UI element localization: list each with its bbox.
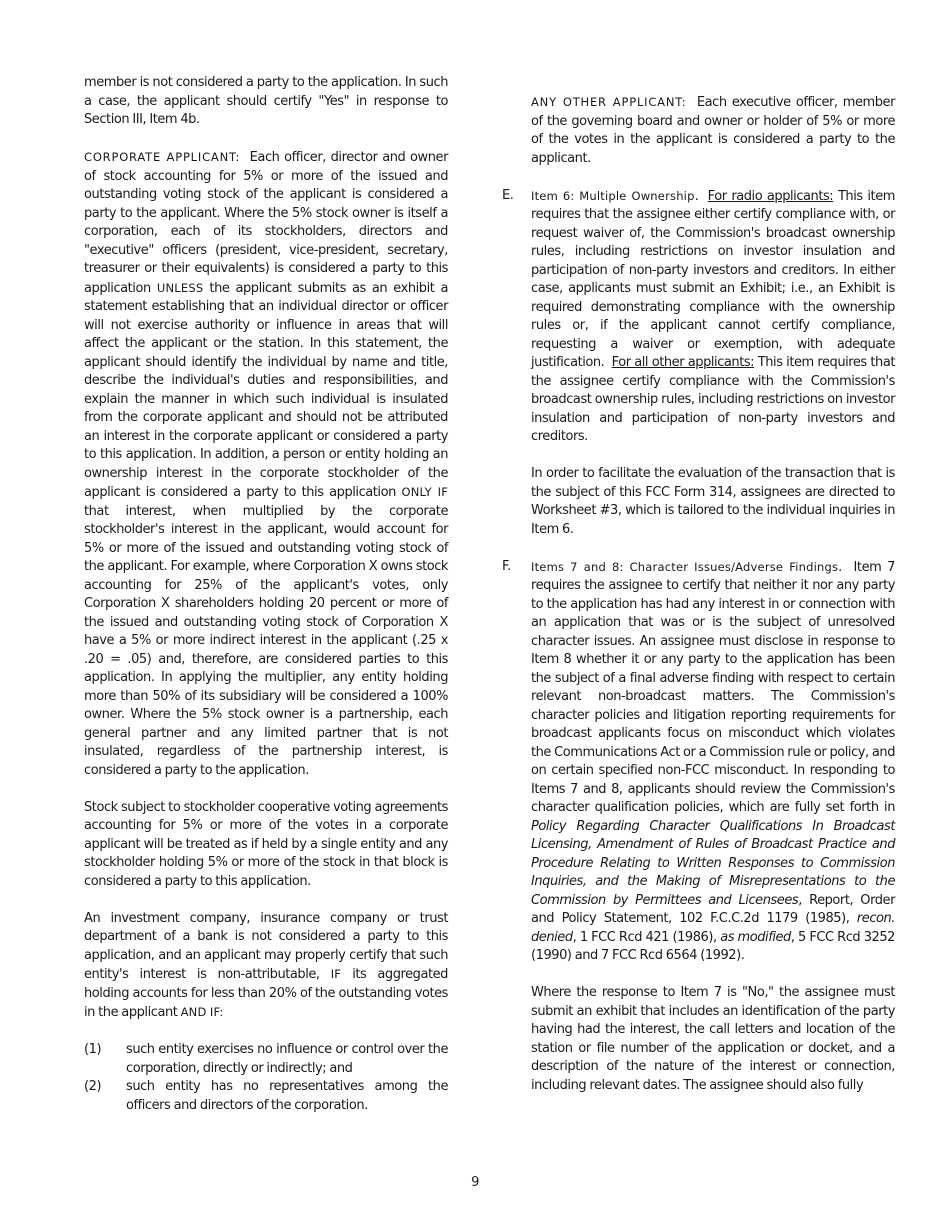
section-e-worksheet-paragraph: In order to facilitate the evaluation of the transaction that is the subject of this FCC Form 314, assignees are directed to Worksheet #3, which is tailored to the individual inquiries in Item 6. bbox=[531, 466, 895, 537]
policy-citation-title: Policy Regarding Character Qualifications In Broadcast Licensing, Amendment of Rules of Broadcast Practice and Procedure Relating to Written Responses to Commission Inquiries, and the Making of Misrepresentations to the Commission by Permittees and Licensees bbox=[531, 818, 895, 908]
section-f-exhibit-paragraph: Where the response to Item 7 is "No," the assignee must submit an exhibit that includes an identification of the party having had the interest, the call letters and location of the station or file number of the application or docket, and a description of the nature of the interest or connection, including relevant dates. The assignee should also fully bbox=[531, 985, 895, 1093]
section-f-paragraph: Items 7 and 8: Character Issues/Adverse Findings. Item 7 requires the assignee to certify that neither it nor any party to the application has had any interest in or connection with an application that was or is the subject of unresolved character issues. An assignee must disclose in response to Item 8 whether it or any party to the application has been the subject of a final adverse finding with respect to certain relevant non-broadcast matters. The Commission's character policies and litigation reporting requirements for broadcast applicants focus on misconduct which violates the Communications Act or a Commission rule or policy, and on certain specified non-FCC misconduct. In responding to Items 7 and 8, applicants should review the Commission's character qualification policies, which are fully set forth in Policy Regarding Character Qualifications In Broadcast Licensing, Amendment of Rules of Broadcast Practice and Procedure Relating to Written Responses to Commission Inquiries, and the Making of Misrepresentations to the Commission by Permittees and Licensees, Report, Order and Policy Statement, 102 F.C.C.2d 1179 (1985), recon. denied, 1 FCC Rcd 421 (1986), as modified, 5 FCC Rcd 3252 (1990) and 7 FCC Rcd 6564 (1992). bbox=[531, 559, 896, 963]
other-applicant-label: ANY OTHER APPLICANT: bbox=[531, 95, 687, 109]
list-text: such entity has no representatives among the officers and directors of the corporation. bbox=[126, 1079, 448, 1113]
other-applicants-label: For all other applicants: bbox=[611, 355, 755, 370]
corporate-applicant-paragraph: CORPORATE APPLICANT: Each officer, director and owner of stock accounting for 5% or more of the issued and outstanding voting stock of the applicant is considered a party to the applicant. Where the 5% stock owner is itself a corporation, each of its stockholders, directors and "executive" officers (president, vice-president, secretary, treasurer or their equivalents) is considered a party to this application UNLESS the applicant submits as an exhibit a statement establishing that an individual director or officer will not exercise authority or influence in areas that will affect the applicant or the station. In this statement, the applicant should identify the individual by name and title, describe the individual's duties and responsibilities, and explain the manner in which such individual is insulated from the corporate applicant and should not be attributed an interest in the corporate applicant or considered a party to this application. In addition, a person or entity holding an ownership interest in the corporate stockholder of the applicant is considered a party to this application ONLY IF that interest, when multiplied by the corporate stockholder's interest in the applicant, would account for 5% or more of the issued and outstanding voting stock of the applicant. For example, where Corporation X owns stock accounting for 25% of the applicant's votes, only Corporation X shareholders holding 20 percent or more of the issued and outstanding voting stock of Corporation X have a 5% or more indirect interest in the applicant (.25 x .20 = .05) and, therefore, are considered parties to this application. In applying the multiplier, any entity holding more than 50% of its subsidiary will be considered a 100% owner. Where the 5% stock owner is a partnership, each general partner and any limited partner that is not insulated, regardless of the partnership interest, is considered a party to the application. bbox=[84, 150, 449, 778]
if-keyword: IF bbox=[330, 967, 342, 981]
other-applicant-paragraph: ANY OTHER APPLICANT: Each executive officer, member of the governing board and owner or holder of 5% or more of the votes in the applicant is considered a party to the applicant. bbox=[531, 95, 895, 166]
corporate-applicant-label: CORPORATE APPLICANT: bbox=[84, 150, 241, 164]
list-item bbox=[84, 1078, 448, 1115]
list-text: such entity exercises no influence or control over the corporation, directly or indirectly; and bbox=[126, 1042, 448, 1076]
section-e-heading: Item 6: Multiple Ownership bbox=[531, 188, 695, 203]
radio-applicants-label: For radio applicants: bbox=[707, 188, 834, 204]
continuation-paragraph: member is not considered a party to the application. In such a case, the applicant should certify "Yes" in response to Section III, Item 4b. bbox=[84, 75, 448, 127]
voting-agreements-paragraph: Stock subject to stockholder cooperative voting agreements accounting for 5% or more of the votes in a corporate applicant will be treated as if held by a single entity and any stockholder holding 5% or more of the stock in that block is considered a party to this application. bbox=[84, 799, 448, 889]
left-column bbox=[84, 74, 448, 1115]
as-modified: as modified bbox=[720, 929, 791, 945]
page-number: 9 bbox=[471, 1175, 479, 1190]
only-if-keyword: ONLY IF bbox=[401, 485, 449, 499]
investment-company-paragraph: An investment company, insurance company or trust department of a bank is not considered a party to this application, and an applicant may properly certify that such entity's interest is non-attributable, IF its aggregated holding accounts for less than 20% of the outstanding votes in the applicant AND IF: bbox=[84, 910, 448, 1020]
section-f bbox=[502, 558, 895, 1096]
list-number: (1) bbox=[84, 1042, 102, 1057]
and-if-keyword: AND IF: bbox=[180, 1005, 224, 1019]
section-f-letter: F. bbox=[502, 558, 511, 574]
section-f-heading: Items 7 and 8: Character Issues/Adverse Findings bbox=[531, 559, 839, 574]
conditions-list bbox=[84, 1041, 448, 1115]
recon-denied: recon. denied bbox=[531, 911, 895, 945]
section-e-paragraph: Item 6: Multiple Ownership. For radio applicants: This item requires that the assignee either certify compliance with, or request waiver of, the Commission's broadcast ownership rules, including restrictions on investor insulation and participation of non-party investors and creditors. In either case, applicants must submit an Exhibit; i.e., an Exhibit is required demonstrating compliance with the ownership rules or, if the applicant cannot certify compliance, requesting a waiver or exemption, with adequate justification. For all other applicants: This item requires that the assignee certify compliance with the Commission's broadcast ownership rules, including restrictions on investor insulation and participation of non-party investors and creditors. bbox=[531, 188, 895, 444]
unless-keyword: UNLESS bbox=[156, 280, 204, 295]
list-item bbox=[84, 1041, 448, 1078]
list-number: (2) bbox=[84, 1079, 102, 1094]
section-e bbox=[502, 187, 895, 540]
right-column bbox=[502, 93, 895, 1095]
section-e-letter: E. bbox=[502, 187, 514, 203]
